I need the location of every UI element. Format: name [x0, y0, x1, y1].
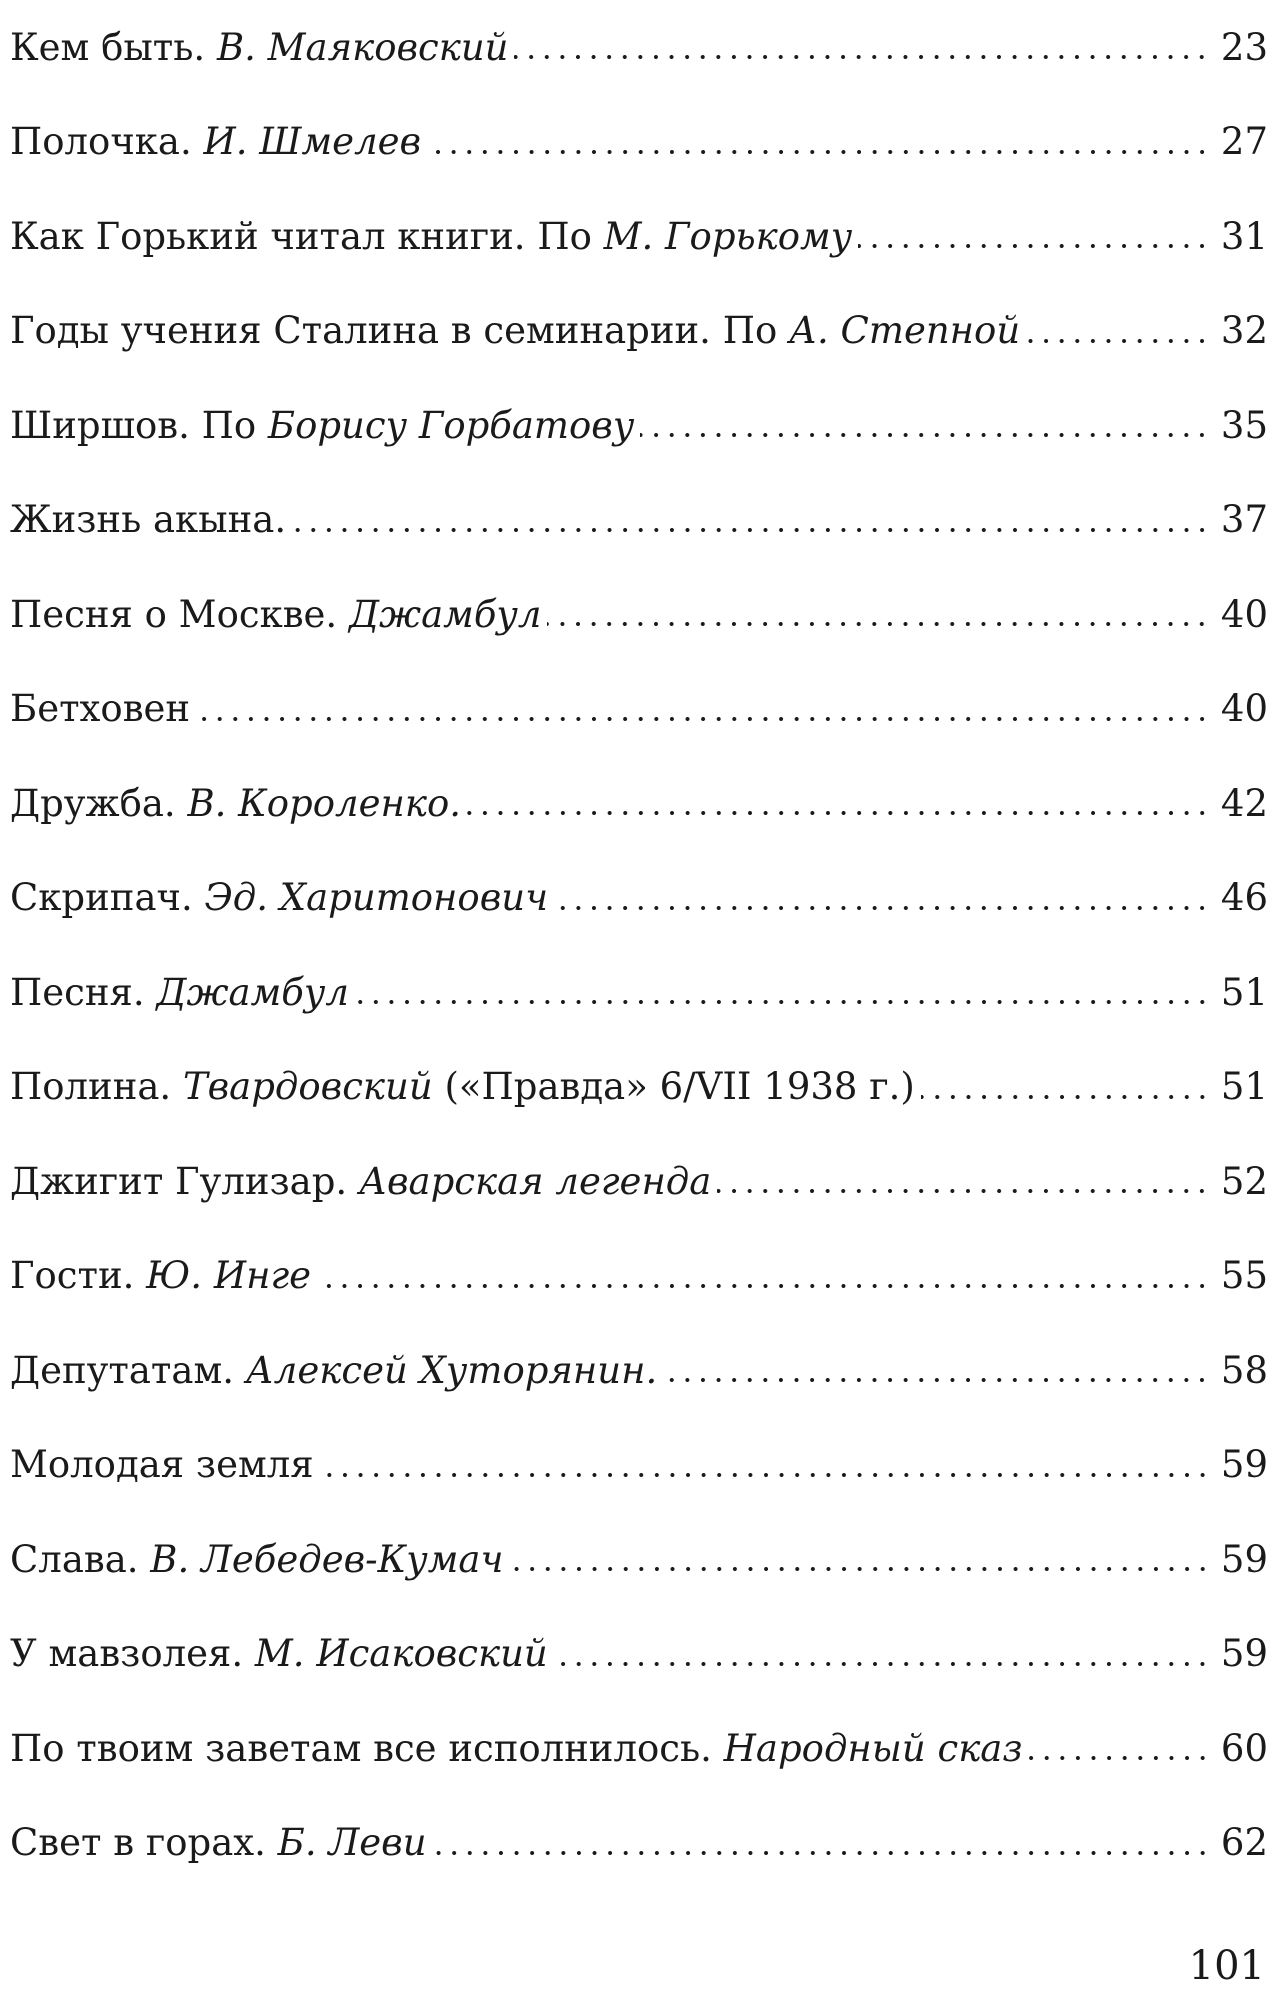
toc-entry [10, 567, 1268, 662]
dot-leader [554, 878, 1210, 918]
dot-leader [196, 689, 1210, 729]
toc-entry [10, 1040, 1268, 1135]
toc-entry-title [10, 214, 853, 258]
entry-title-text: Бетховен [10, 687, 191, 731]
entry-title-text: У мавзолея. [10, 1632, 244, 1676]
entry-title-text: Кем быть. [10, 25, 206, 69]
entry-title-text: Полочка. [10, 120, 192, 164]
dot-leader [1026, 311, 1210, 351]
entry-author: В. Маяковский [216, 25, 509, 69]
dot-leader [317, 1256, 1210, 1296]
entry-author: Аварская легенда [358, 1159, 712, 1203]
toc-entry [10, 1418, 1268, 1513]
toc-entry-title [10, 1159, 712, 1203]
entry-author: А. Степной [789, 309, 1021, 353]
entry-page-number: 62 [1220, 1821, 1268, 1865]
toc-entry-title [10, 592, 542, 636]
entry-page-number: 23 [1220, 25, 1268, 69]
entry-author: Эд. Харитонович [204, 876, 549, 920]
dot-leader [640, 405, 1210, 445]
toc-entry [10, 945, 1268, 1040]
entry-page-number: 58 [1220, 1348, 1268, 1392]
entry-author: Ю. Инге [146, 1254, 312, 1298]
dot-leader [921, 1067, 1210, 1107]
entry-author: И. Шмелев [203, 120, 422, 164]
entry-author: Борису Горбатову [267, 403, 635, 447]
entry-author: М. Исаковский [254, 1632, 548, 1676]
dot-leader [433, 1823, 1210, 1863]
entry-title-text: Полина. [10, 1065, 172, 1109]
entry-author: Алексей Хуторянин. [245, 1348, 658, 1392]
dot-leader [510, 1539, 1211, 1579]
dot-leader [427, 122, 1210, 162]
entry-page-number: 37 [1220, 498, 1268, 542]
dot-leader [554, 1634, 1210, 1674]
toc-entry-title [10, 498, 287, 542]
toc-entry [10, 1323, 1268, 1418]
entry-page-number: 51 [1220, 1065, 1268, 1109]
entry-title-text: Молодая земля [10, 1443, 314, 1487]
entry-page-number: 35 [1220, 403, 1268, 447]
toc-entry [10, 1512, 1268, 1607]
entry-title-text: Гости. [10, 1254, 135, 1298]
entry-title-text: Песня. [10, 970, 145, 1014]
toc-entry-title [10, 1254, 312, 1298]
toc-entry [10, 284, 1268, 379]
toc-entry-title [10, 876, 549, 920]
toc-entry [10, 95, 1268, 190]
toc-entry [10, 0, 1268, 95]
toc-entry [10, 1701, 1268, 1796]
toc-entry [10, 378, 1268, 473]
entry-title-text: Ширшов. По [10, 403, 257, 447]
dot-leader [292, 500, 1210, 540]
entry-author: В. Лебедев-Кумач [150, 1537, 504, 1581]
entry-page-number: 42 [1220, 781, 1268, 825]
toc-entry-title [10, 1537, 504, 1581]
entry-title-text: Как Горький читал книги. По [10, 214, 592, 258]
entry-page-number: 31 [1220, 214, 1268, 258]
toc-entry [10, 1607, 1268, 1702]
entry-page-number: 40 [1220, 687, 1268, 731]
toc-entry-title [10, 25, 509, 69]
entry-page-number: 60 [1220, 1726, 1268, 1770]
entry-title-text: Дружба. [10, 781, 176, 825]
entry-author: Джамбул [156, 970, 349, 1014]
toc-entry [10, 189, 1268, 284]
toc-entry-title [10, 1726, 1023, 1770]
toc-entry-title [10, 1821, 427, 1865]
toc-entry-title [10, 1632, 548, 1676]
dot-leader [547, 594, 1210, 634]
dot-leader [355, 972, 1210, 1012]
toc-entry-title [10, 309, 1021, 353]
entry-author: В. Короленко. [187, 781, 461, 825]
entry-title-text: Скрипач. [10, 876, 193, 920]
dot-leader [514, 27, 1210, 67]
page-number: 101 [1188, 1943, 1265, 1989]
entry-author: Б. Леви [277, 1821, 427, 1865]
dot-leader [467, 783, 1210, 823]
dot-leader [717, 1161, 1210, 1201]
entry-title-text: Свет в горах. [10, 1821, 266, 1865]
entry-title-text: Жизнь акына. [10, 498, 287, 542]
toc-entry-title [10, 1443, 314, 1487]
dot-leader [858, 216, 1210, 256]
toc-entry [10, 851, 1268, 946]
entry-page-number: 27 [1220, 120, 1268, 164]
entry-title-text: Депутатам. [10, 1348, 235, 1392]
entry-page-number: 55 [1220, 1254, 1268, 1298]
entry-title-text: Слава. [10, 1537, 139, 1581]
entry-page-number: 51 [1220, 970, 1268, 1014]
entry-page-number: 59 [1220, 1632, 1268, 1676]
toc-entry [10, 756, 1268, 851]
toc-entry [10, 1229, 1268, 1324]
dot-leader [1029, 1728, 1210, 1768]
entry-page-number: 32 [1220, 309, 1268, 353]
toc-entry [10, 1134, 1268, 1229]
entry-author: Джамбул [348, 592, 542, 636]
entry-author: М. Горькому [603, 214, 853, 258]
entry-title-text: Годы учения Сталина в семинарии. По [10, 309, 778, 353]
toc-entry-title [10, 1065, 915, 1109]
entry-author: Народный сказ [723, 1726, 1023, 1770]
toc-entry [10, 473, 1268, 568]
entry-source: («Правда» 6/VII 1938 г.) [444, 1065, 915, 1109]
toc-entry-title [10, 403, 635, 447]
toc-entry-title [10, 120, 422, 164]
entry-page-number: 46 [1220, 876, 1268, 920]
toc-entry-title [10, 1348, 658, 1392]
dot-leader [663, 1350, 1210, 1390]
toc-entry-title [10, 687, 191, 731]
toc-entry-title [10, 970, 349, 1014]
entry-title-text: По твоим заветам все исполнилось. [10, 1726, 712, 1770]
entry-author: Твардовский [182, 1065, 433, 1109]
toc-entry-title [10, 781, 461, 825]
toc-entry [10, 662, 1268, 757]
entry-title-text: Джигит Гулизар. [10, 1159, 348, 1203]
entry-page-number: 52 [1220, 1159, 1268, 1203]
entry-page-number: 40 [1220, 592, 1268, 636]
toc-entry [10, 1796, 1268, 1891]
entry-page-number: 59 [1220, 1443, 1268, 1487]
table-of-contents [10, 0, 1268, 1890]
entry-title-text: Песня о Москве. [10, 592, 338, 636]
dot-leader [320, 1445, 1210, 1485]
entry-page-number: 59 [1220, 1537, 1268, 1581]
